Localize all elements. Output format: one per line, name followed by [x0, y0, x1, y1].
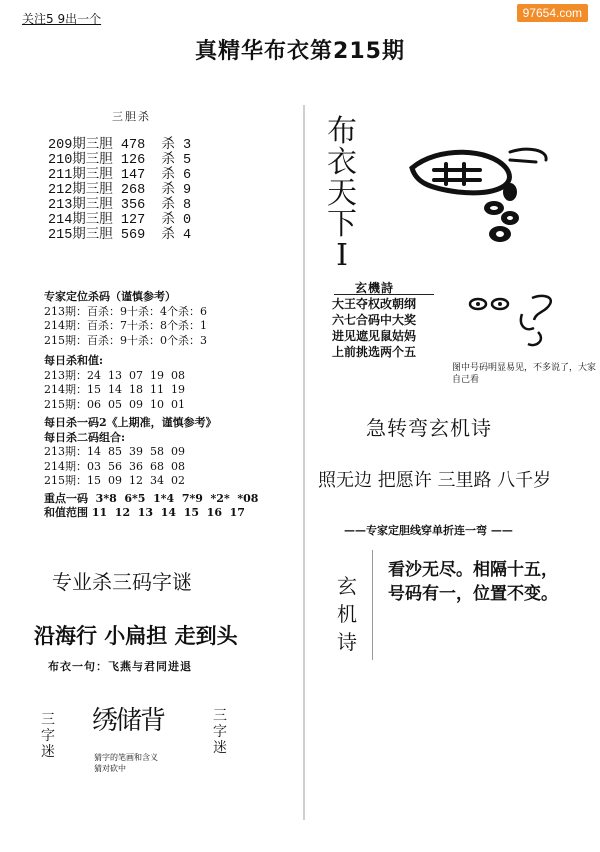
- expert-row: 215期：百杀：9十杀：0个杀：3: [44, 333, 207, 347]
- xuanji-line: 上前挑选两个五: [332, 345, 417, 359]
- handwritten-number-graphic: [398, 140, 558, 250]
- sum-row: 213期：24 13 07 19 08: [44, 368, 185, 382]
- one-code-head: 每日杀一码2《上期准，谨慎参考》: [44, 416, 217, 429]
- poem-lines: [388, 558, 558, 606]
- poem-vertical-title: 玄机诗: [337, 574, 357, 654]
- kill-row: 211期三胆 147 杀 6: [48, 168, 192, 183]
- kill-row: 212期三胆 268 杀 9: [48, 183, 192, 198]
- key-code-row: 重点一码 3*8 6*5 1*4 7*9 *2* *08: [44, 491, 259, 505]
- sum-row: 214期：15 14 18 11 19: [44, 383, 185, 396]
- kill-row: 214期三胆 127 杀 0: [48, 213, 192, 228]
- kill-row: 210期三胆 126 杀 5: [48, 153, 192, 168]
- jizhuan-title: 急转弯玄机诗: [366, 416, 492, 440]
- expert-row: 214期：百杀：7十杀：8个杀：1: [44, 319, 207, 332]
- xuanji-poem: [332, 296, 416, 360]
- picture-caption: 图中号码明显易见，不多说了，大家自己看: [452, 363, 597, 385]
- expert-block: [44, 290, 258, 521]
- xuanji-title: 玄機詩: [355, 281, 395, 295]
- poem-divider: [372, 550, 373, 660]
- buyi-saying: 布衣一句：飞燕与君同进退: [48, 660, 192, 673]
- buyi-heading: 布衣天下Ⅰ: [327, 114, 357, 273]
- expert-row: 213期：百杀：9十杀：4个杀：6: [44, 304, 207, 318]
- kill3-riddle: 沿海行 小扁担 走到头: [34, 623, 238, 648]
- sum-head: 每日杀和值:: [44, 354, 104, 367]
- kill-row: 209期三胆 478 杀 3: [48, 138, 192, 153]
- two-code-row: 213期：14 85 39 58 09: [44, 445, 185, 458]
- kill-list: [48, 138, 191, 243]
- sum-row: 215期：06 05 09 10 01: [44, 397, 185, 411]
- kill-row: 215期三胆 569 杀 4: [48, 228, 192, 243]
- two-code-row: 215期：15 09 12 34 02: [44, 474, 185, 487]
- xuanji-line: 进见遮见鼠姑妈: [332, 329, 417, 343]
- kill-row: 213期三胆 356 杀 8: [48, 198, 192, 213]
- riddle-line: 照无边 把愿许 三里路 八千岁: [318, 470, 552, 491]
- sanzi-label-right: 三字迷: [213, 708, 227, 756]
- site-watermark[interactable]: 97654.com: [517, 4, 588, 22]
- two-code-row: 214期：03 56 36 68 08: [44, 459, 185, 473]
- two-code-head: 每日杀二码组合:: [44, 430, 126, 444]
- poem-line: 看沙无尽。相隔十五，: [388, 560, 558, 580]
- expert-line: ——专家定胆线穿单折连一弯 ——: [344, 524, 513, 537]
- xuanji-line: 大王夺权改朝纲: [332, 297, 417, 311]
- poem-line: 号码有一，位置不变。: [388, 584, 558, 604]
- xuanji-line: 六七合码中大奖: [332, 313, 417, 327]
- sum-range-row: 和值范围 11 12 13 14 15 16 17: [44, 506, 245, 519]
- panel-divider: [303, 105, 305, 820]
- riddle-hint: 猜字的笔画和含义猜对砍中: [94, 753, 158, 773]
- riddle-picture-word: 绣储背: [92, 706, 165, 736]
- sanzi-label-left: 三字迷: [41, 712, 55, 760]
- kill-header: 三胆杀: [112, 110, 151, 123]
- top-note: 关注5 9出一个: [22, 12, 102, 26]
- number-sketch-graphic: [462, 292, 592, 362]
- kill3-title: 专业杀三码字谜: [52, 570, 192, 594]
- page-title: 真精华布衣第215期: [195, 39, 405, 64]
- expert-head: 专家定位杀码（谨慎参考）: [44, 290, 176, 303]
